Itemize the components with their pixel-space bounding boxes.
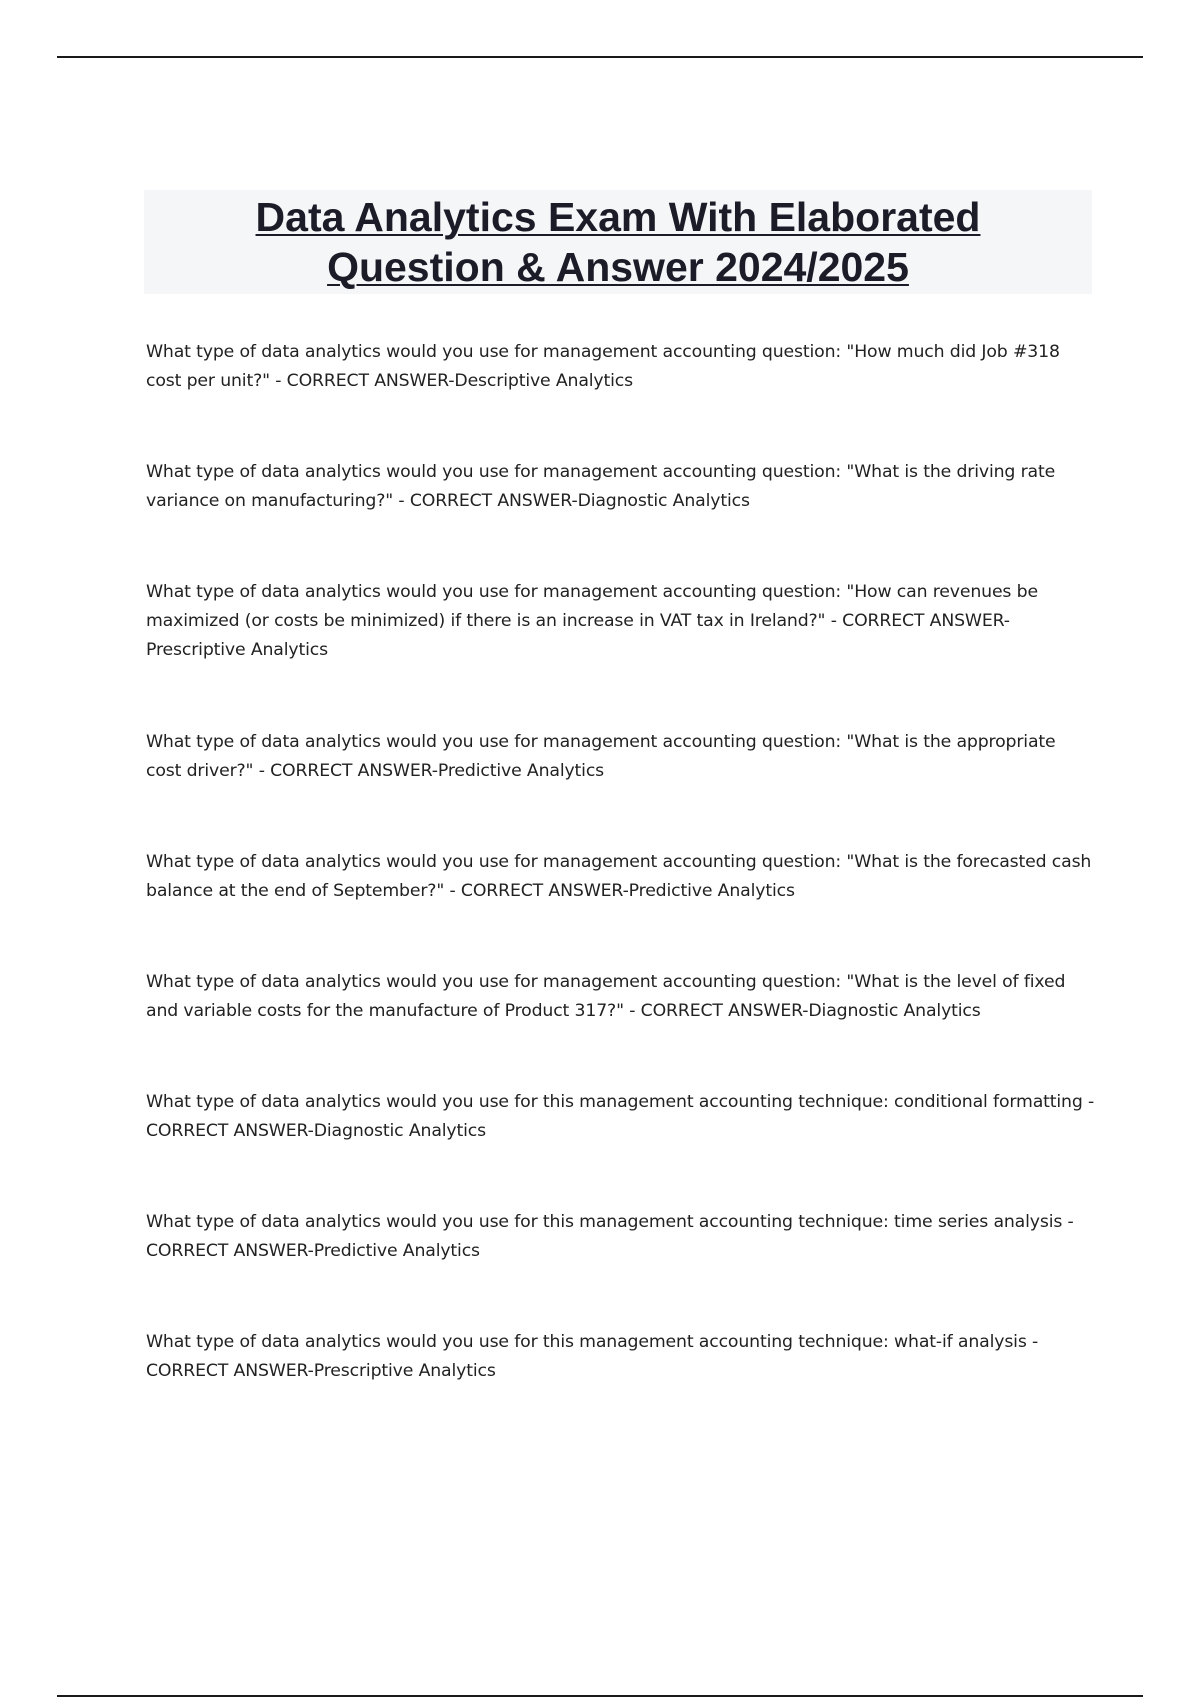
question-text: What type of data analytics would you use for management accounting question: "How much did Job #318 cost per unit?"	[146, 342, 1060, 391]
answer-separator: - CORRECT ANSWER-	[146, 1092, 1095, 1141]
title-banner	[144, 190, 1092, 294]
answer-separator: - CORRECT ANSWER-	[146, 1332, 1039, 1381]
qa-item	[146, 848, 1096, 906]
answer-separator: - CORRECT ANSWER-	[444, 881, 629, 901]
question-text: What type of data analytics would you use for this management accounting technique: time series analysis	[146, 1212, 1063, 1232]
answer-text: Prescriptive Analytics	[313, 1361, 496, 1381]
page-title-line-2: Question & Answer 2024/2025	[327, 244, 909, 290]
question-text: What type of data analytics would you use for this management accounting technique: conditional formatting	[146, 1092, 1083, 1112]
question-text: What type of data analytics would you use for management accounting question: "What is the forecasted cash balance at the end of September?"	[146, 852, 1092, 901]
answer-text: Descriptive Analytics	[454, 371, 633, 391]
bottom-rule	[57, 1695, 1143, 1697]
answer-text: Prescriptive Analytics	[146, 640, 328, 660]
page-title-line-1: Data Analytics Exam With Elaborated	[255, 194, 981, 240]
qa-item	[146, 578, 1096, 665]
question-text: What type of data analytics would you use for this management accounting technique: what-if analysis	[146, 1332, 1027, 1352]
answer-separator: - CORRECT ANSWER-	[253, 761, 438, 781]
answer-separator: - CORRECT ANSWER-	[269, 371, 455, 391]
top-rule	[57, 56, 1143, 58]
answer-separator: - CORRECT ANSWER-	[146, 1212, 1074, 1261]
answer-text: Predictive Analytics	[628, 881, 795, 901]
qa-item	[146, 1328, 1096, 1386]
question-text: What type of data analytics would you use for management accounting question: "How can revenues be maximized (or costs be minimized) if there is an increase in VAT tax in Ireland?"	[146, 582, 1038, 631]
answer-text: Predictive Analytics	[313, 1241, 480, 1261]
qa-item	[146, 728, 1096, 786]
question-text: What type of data analytics would you use for management accounting question: "What is the level of fixed and variable costs for the manufacture of Product 317?"	[146, 972, 1066, 1021]
answer-text: Diagnostic Analytics	[808, 1001, 981, 1021]
answer-separator: - CORRECT ANSWER-	[623, 1001, 809, 1021]
answer-separator: - CORRECT ANSWER-	[393, 491, 578, 511]
answer-text: Diagnostic Analytics	[577, 491, 750, 511]
question-text: What type of data analytics would you use for management accounting question: "What is the appropriate cost driver?"	[146, 732, 1056, 781]
qa-item	[146, 968, 1096, 1026]
qa-item	[146, 1088, 1096, 1146]
qa-item	[146, 338, 1096, 396]
answer-separator: - CORRECT ANSWER-	[825, 611, 1010, 631]
answer-text: Predictive Analytics	[437, 761, 605, 781]
question-text: What type of data analytics would you use for management accounting question: "What is the driving rate variance on manufacturing?"	[146, 462, 1056, 511]
qa-item	[146, 458, 1096, 516]
answer-text: Diagnostic Analytics	[313, 1121, 486, 1141]
qa-item	[146, 1208, 1096, 1266]
